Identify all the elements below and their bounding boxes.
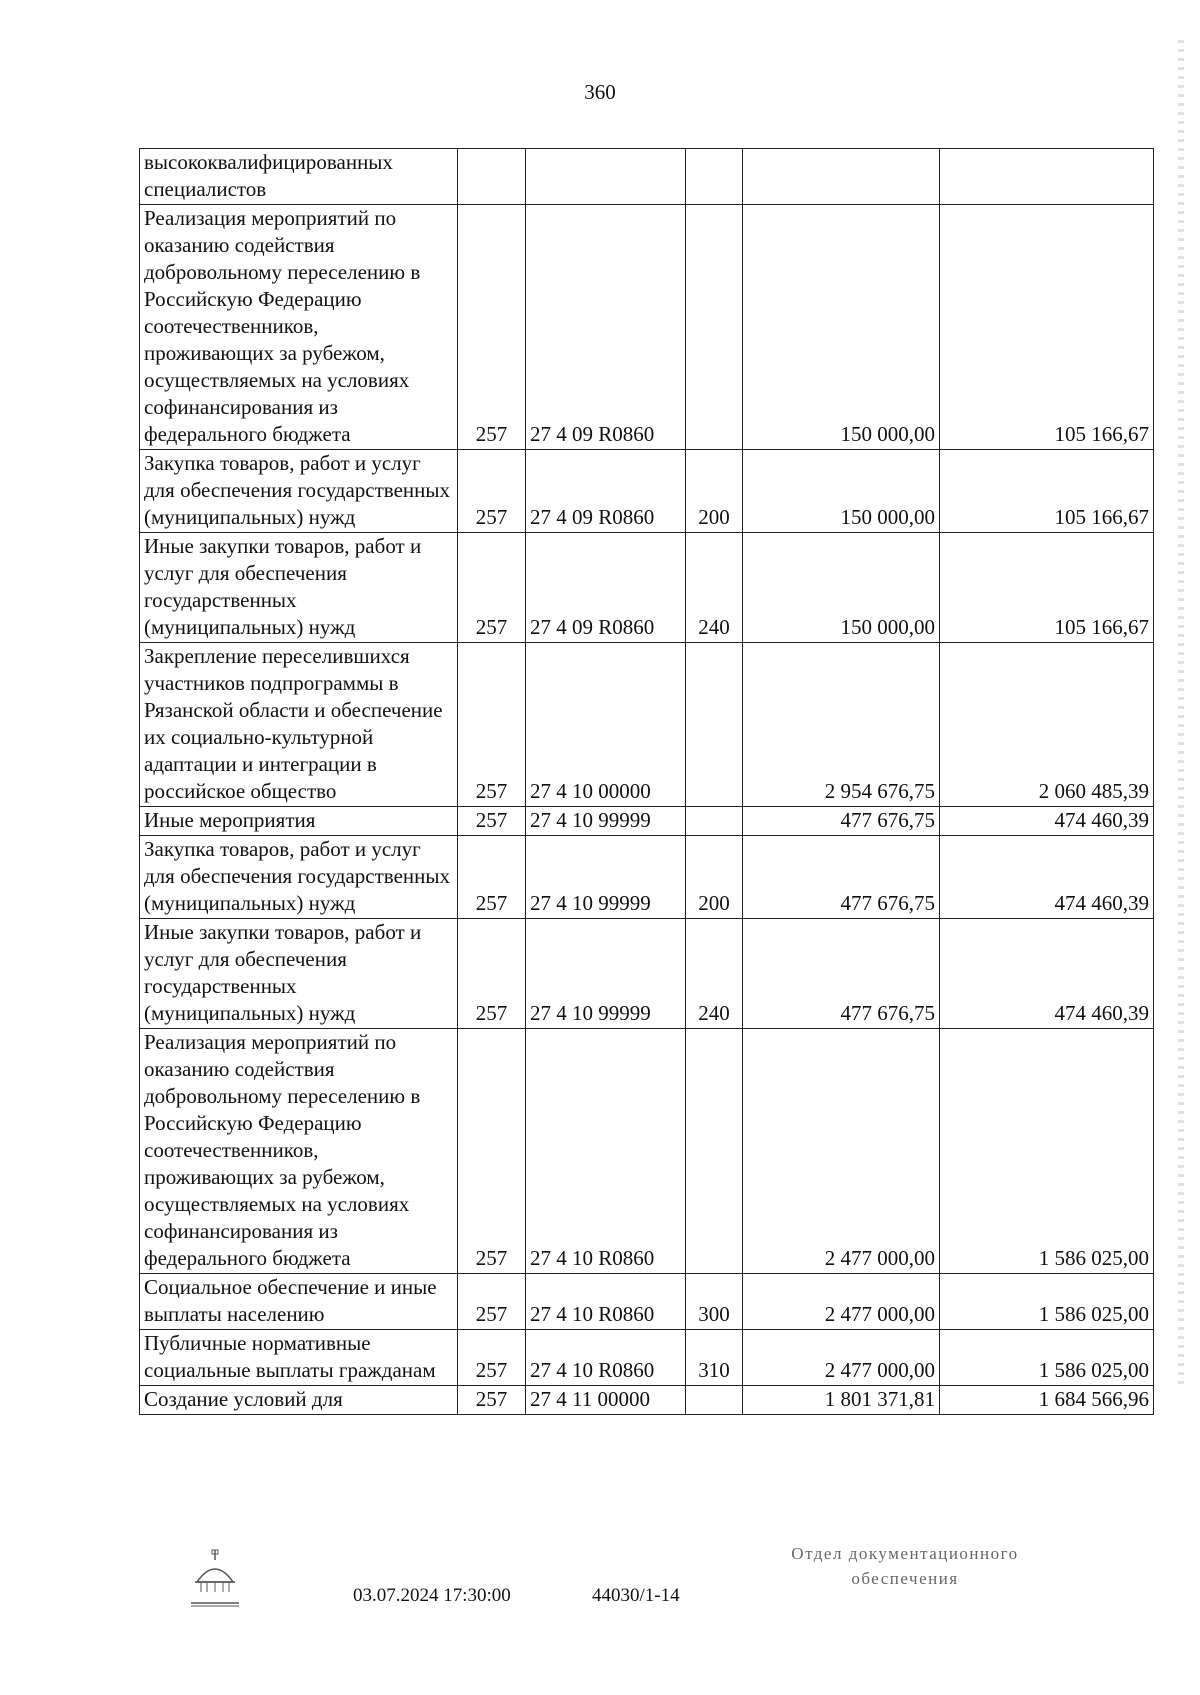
row-gr: 257 [458,450,526,533]
row-name: Социальное обеспечение и иные выплаты населению [140,1274,458,1330]
row-code: 27 4 10 99999 [526,836,686,919]
row-plan: 1 801 371,81 [743,1386,940,1415]
row-plan: 477 676,75 [743,836,940,919]
row-vr [686,205,743,450]
row-code: 27 4 10 00000 [526,643,686,807]
duma-emblem-svg [187,1548,243,1608]
row-fact: 105 166,67 [940,205,1154,450]
row-name: Создание условий для [140,1386,458,1415]
table-row [140,533,1154,643]
row-name: Закупка товаров, работ и услуг для обеспечения государственных (муниципальных) нужд [140,836,458,919]
row-plan: 2 477 000,00 [743,1029,940,1274]
row-name: Иные мероприятия [140,807,458,836]
budget-table-container [139,148,1154,1415]
row-gr: 257 [458,643,526,807]
row-fact: 105 166,67 [940,533,1154,643]
row-vr: 240 [686,919,743,1029]
row-code: 27 4 10 R0860 [526,1330,686,1386]
row-plan: 150 000,00 [743,533,940,643]
row-name: Реализация мероприятий по оказанию содействия добровольному переселению в Российскую Федерацию соотечественников, проживающих за рубежом, осуществляемых на условиях софинансирования из федерального бюджета [140,205,458,450]
row-name: высококвалифицированных специалистов [140,149,458,205]
row-vr [686,1029,743,1274]
table-row [140,450,1154,533]
row-code: 27 4 09 R0860 [526,205,686,450]
row-name: Закрепление переселившихся участников подпрограммы в Рязанской области и обеспечение их социально-культурной адаптации и интеграции в российское общество [140,643,458,807]
row-plan: 150 000,00 [743,205,940,450]
row-code: 27 4 10 99999 [526,919,686,1029]
row-vr [686,149,743,205]
row-plan [743,149,940,205]
page-number: 360 [584,80,616,104]
table-row [140,1274,1154,1330]
row-gr: 257 [458,1029,526,1274]
row-vr: 200 [686,450,743,533]
row-plan: 2 477 000,00 [743,1330,940,1386]
row-fact: 2 060 485,39 [940,643,1154,807]
table-row [140,643,1154,807]
row-gr: 257 [458,533,526,643]
row-plan: 477 676,75 [743,807,940,836]
table-row [140,1386,1154,1415]
row-gr: 257 [458,836,526,919]
department-stamp [760,1541,1050,1591]
row-code: 27 4 10 R0860 [526,1274,686,1330]
row-code: 27 4 10 R0860 [526,1029,686,1274]
row-gr: 257 [458,205,526,450]
row-gr: 257 [458,919,526,1029]
stamp-line-1: Отдел документационного [791,1544,1019,1563]
duma-emblem-icon [187,1548,243,1608]
stamp-line-2: обеспечения [851,1569,959,1588]
table-row [140,919,1154,1029]
row-name: Иные закупки товаров, работ и услуг для обеспечения государственных (муниципальных) нужд [140,533,458,643]
row-fact: 105 166,67 [940,450,1154,533]
row-gr: 257 [458,1330,526,1386]
row-code: 27 4 10 99999 [526,807,686,836]
row-fact [940,149,1154,205]
budget-table-body [140,149,1154,1415]
table-row [140,1029,1154,1274]
table-row [140,1330,1154,1386]
row-name: Закупка товаров, работ и услуг для обеспечения государственных (муниципальных) нужд [140,450,458,533]
row-name: Реализация мероприятий по оказанию содействия добровольному переселению в Российскую Федерацию соотечественников, проживающих за рубежом, осуществляемых на условиях софинансирования из федерального бюджета [140,1029,458,1274]
row-vr [686,643,743,807]
row-plan: 477 676,75 [743,919,940,1029]
row-fact: 474 460,39 [940,919,1154,1029]
row-gr: 257 [458,1386,526,1415]
row-code: 27 4 11 00000 [526,1386,686,1415]
table-row [140,807,1154,836]
row-name: Иные закупки товаров, работ и услуг для обеспечения государственных (муниципальных) нужд [140,919,458,1029]
row-gr: 257 [458,807,526,836]
row-name: Публичные нормативные социальные выплаты гражданам [140,1330,458,1386]
row-vr [686,807,743,836]
table-row [140,205,1154,450]
row-vr [686,1386,743,1415]
row-plan: 2 477 000,00 [743,1274,940,1330]
row-fact: 474 460,39 [940,836,1154,919]
row-fact: 474 460,39 [940,807,1154,836]
row-code [526,149,686,205]
row-fact: 1 586 025,00 [940,1274,1154,1330]
table-row [140,149,1154,205]
row-code: 27 4 09 R0860 [526,533,686,643]
row-code: 27 4 09 R0860 [526,450,686,533]
row-vr: 240 [686,533,743,643]
row-fact: 1 586 025,00 [940,1330,1154,1386]
table-row [140,836,1154,919]
budget-table [139,148,1154,1415]
footer-datetime: 03.07.2024 17:30:00 [353,1585,511,1606]
row-plan: 150 000,00 [743,450,940,533]
row-gr [458,149,526,205]
row-plan: 2 954 676,75 [743,643,940,807]
row-vr: 310 [686,1330,743,1386]
row-gr: 257 [458,1274,526,1330]
footer-registration-number: 44030/1-14 [592,1585,680,1606]
row-fact: 1 684 566,96 [940,1386,1154,1415]
scan-edge-artifact [1178,40,1184,1390]
row-fact: 1 586 025,00 [940,1029,1154,1274]
row-vr: 300 [686,1274,743,1330]
row-vr: 200 [686,836,743,919]
